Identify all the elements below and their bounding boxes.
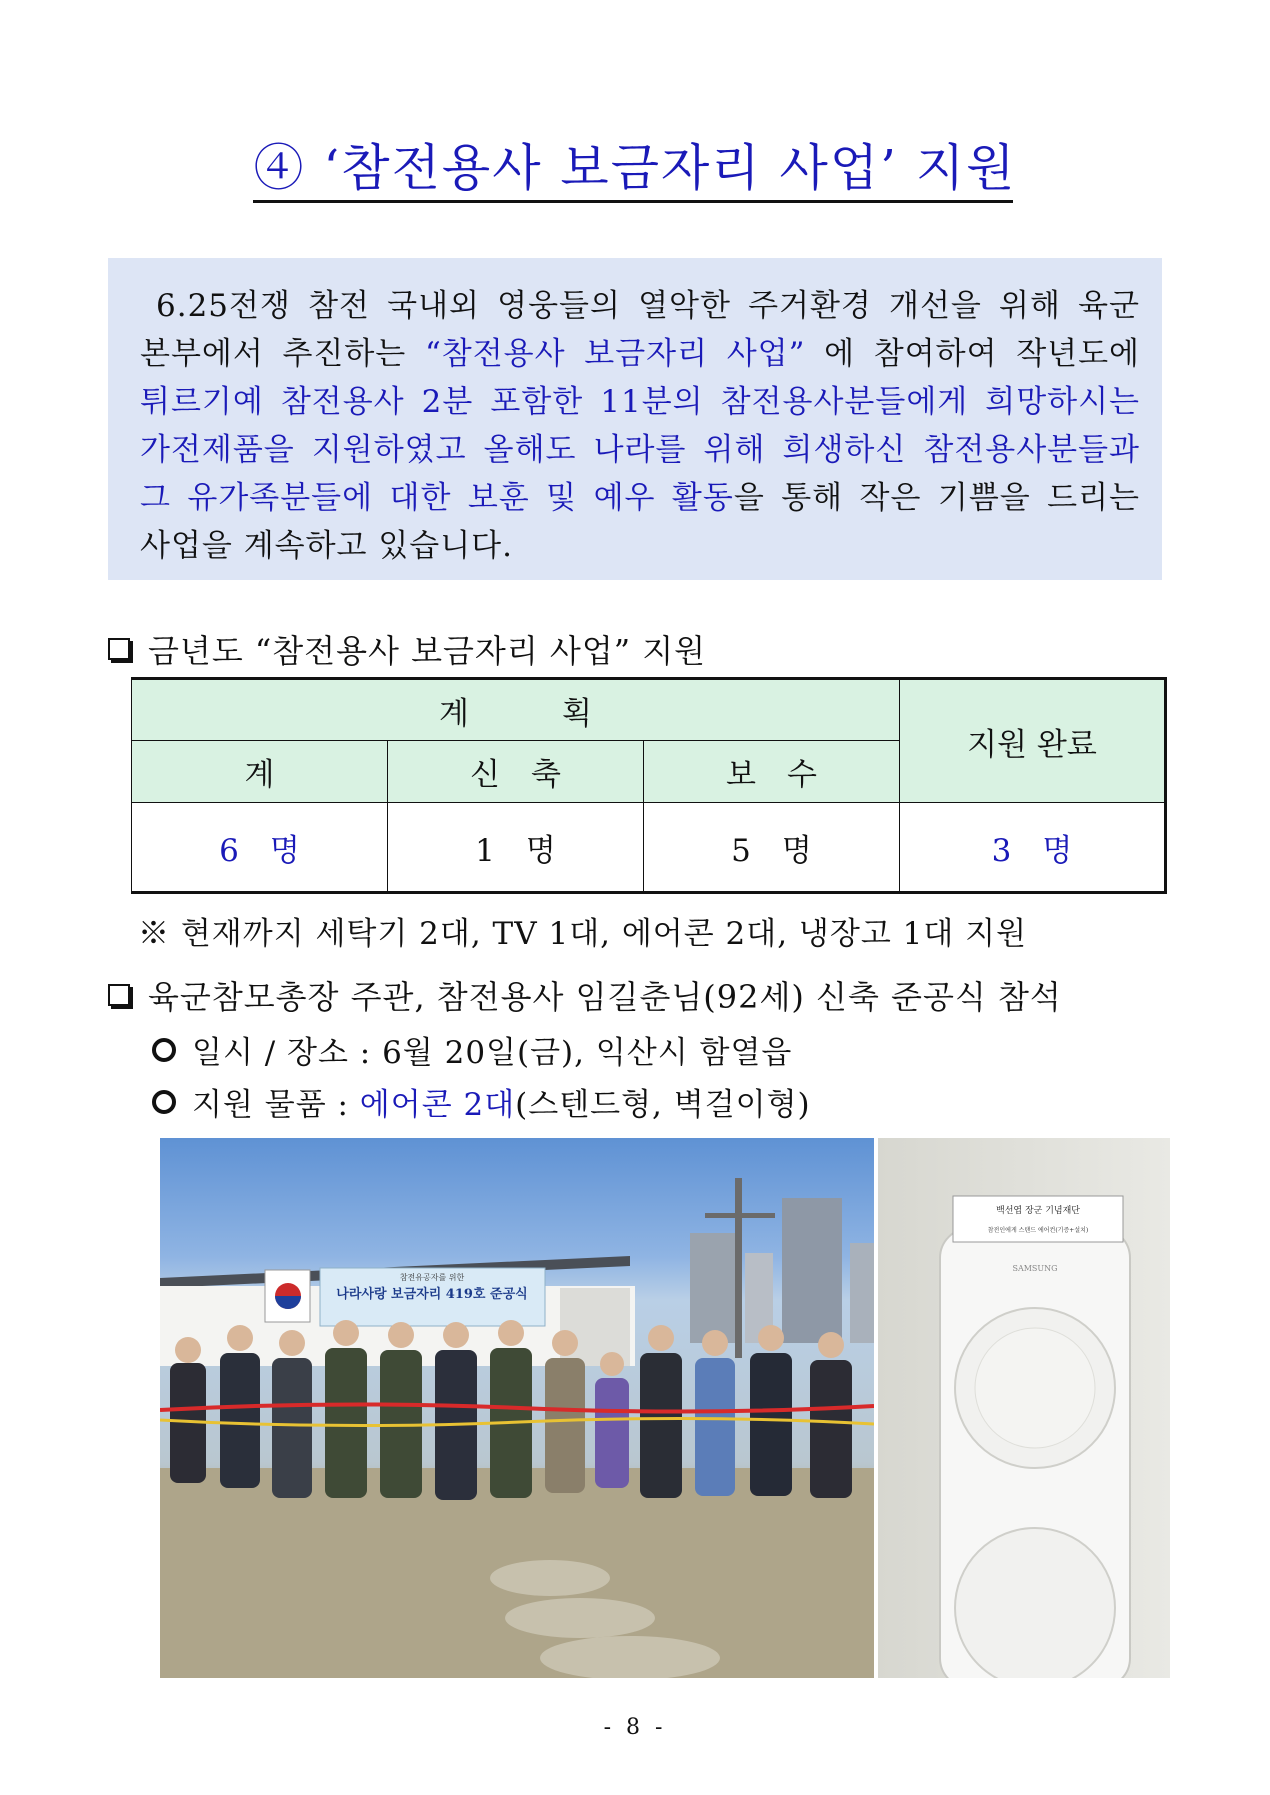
done-header: 지원 완료 <box>900 679 1166 803</box>
circle-bullet-icon <box>152 1090 176 1114</box>
project-name-highlight: “참전용사 보금자리 사업” <box>424 336 806 372</box>
page-number: - 8 - <box>603 1715 667 1740</box>
intro-line-2 <box>140 328 1140 373</box>
intro-line-1: 6.25전쟁 참전 국내외 영웅들의 열악한 주거환경 개선을 위해 육군 <box>156 288 1140 324</box>
ceremony-photo <box>160 1138 874 1678</box>
page-title: ④ ‘참전용사 보금자리 사업’ 지원 <box>253 139 1017 197</box>
bullet-text: (스텐드형, 벽걸이형) <box>515 1087 811 1123</box>
intro-line-5 <box>140 472 1140 517</box>
ac-brand: SAMSUNG <box>1012 1264 1058 1273</box>
banner-subtitle: 참전유공자를 위한 <box>399 1273 465 1282</box>
col-new-header: 신 축 <box>388 741 644 803</box>
bullet-text: 지원 물품 : <box>192 1087 360 1123</box>
checkbox-square-icon <box>108 984 130 1006</box>
ac-sticker-title: 백선엽 장군 기념재단 <box>996 1206 1080 1216</box>
circle-bullet-icon <box>152 1038 176 1062</box>
col-total-header: 계 <box>132 741 388 803</box>
section-heading-support <box>108 626 706 672</box>
intro-box <box>108 258 1162 580</box>
intro-line-4: 가전제품을 지원하였고 올해도 나라를 위해 희생하신 참전용사분들과 <box>140 432 1140 468</box>
items-highlight: 에어콘 2대 <box>359 1087 516 1123</box>
checkbox-square-icon <box>108 638 130 660</box>
col-repair-header: 보 수 <box>644 741 900 803</box>
bullet-items <box>152 1079 811 1124</box>
ceremony-photo-illustration <box>160 1138 874 1678</box>
plan-header: 계 획 <box>132 679 900 741</box>
value-new: 1 명 <box>388 803 644 893</box>
title-underline <box>253 200 1013 203</box>
ac-sticker-subtitle: 참전인에게 스탠드 에어컨(기증+설치) <box>987 1227 1089 1234</box>
section-heading-ceremony <box>108 972 1062 1018</box>
intro-line-6: 사업을 계속하고 있습니다. <box>140 528 513 564</box>
intro-text: 에 참여하여 작년도에 <box>805 336 1140 372</box>
bullet-date-place <box>152 1027 792 1072</box>
value-done: 3 명 <box>900 803 1166 893</box>
intro-text: 을 통해 작은 기쁨을 드리는 <box>733 480 1140 516</box>
air-conditioner-photo <box>878 1138 1170 1678</box>
value-repair: 5 명 <box>644 803 900 893</box>
section-heading-text: 금년도 “참전용사 보금자리 사업” 지원 <box>148 632 707 670</box>
intro-line-3: 튀르기예 참전용사 2분 포함한 11분의 참전용사분들에게 희망하시는 <box>140 384 1140 420</box>
support-plan-table <box>131 677 1167 894</box>
air-conditioner-illustration <box>878 1138 1170 1678</box>
activity-highlight: 그 유가족분들에 대한 보훈 및 예우 활동 <box>140 480 734 516</box>
banner-title: 나라사랑 보금자리 419호 준공식 <box>336 1287 528 1302</box>
bullet-text: 일시 / 장소 : 6월 20일(금), 익산시 함열읍 <box>192 1035 793 1071</box>
value-total: 6 명 <box>132 803 388 893</box>
intro-text: 본부에서 추진하는 <box>140 336 425 372</box>
support-note: ※ 현재까지 세탁기 2대, TV 1대, 에어콘 2대, 냉장고 1대 지원 <box>138 916 1028 952</box>
section-heading-text: 육군참모총장 주관, 참전용사 임길춘님(92세) 신축 준공식 참석 <box>148 978 1062 1016</box>
